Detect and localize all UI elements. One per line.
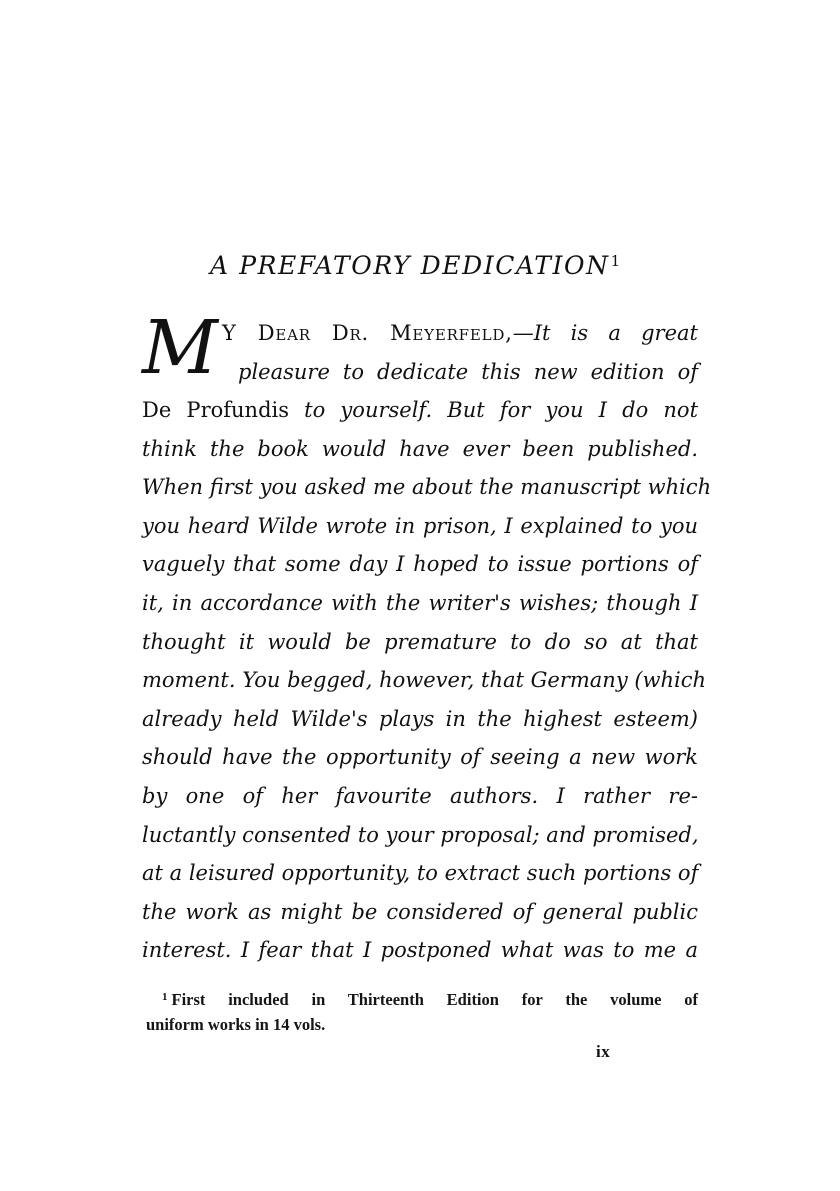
text-line: it, in accordance with the writer's wishes; though I — [142, 590, 698, 615]
page-title — [210, 244, 650, 283]
footnote-line — [146, 985, 698, 1012]
text-line: When first you asked me about the manuscript which — [142, 475, 712, 500]
text-line: you heard Wilde wrote in prison, I explained to you — [142, 513, 698, 538]
footnote-line: uniform works in 14 vols. — [146, 1015, 326, 1034]
page-number: ix — [596, 1042, 611, 1061]
book-title: De Profundis — [142, 398, 290, 422]
opening-line-italic: —It is a great — [512, 321, 698, 345]
title-text: A PREFATORY DEDICATION — [210, 251, 610, 280]
text-line: vaguely that some day I hoped to issue portions of — [142, 552, 698, 577]
title-footnote-marker: 1 — [610, 252, 621, 270]
opening-line — [222, 314, 698, 353]
text-line: should have the opportunity of seeing a new work — [142, 745, 698, 770]
dedication-body — [142, 305, 712, 970]
text-line: interest. I fear that I postponed what was to me a — [142, 938, 698, 963]
text-line: moment. You begged, however, that Germany (which — [142, 668, 707, 693]
text-line: think the book would have ever been published. — [142, 436, 698, 461]
salutation: Y Dear Dr. Meyerfeld, — [222, 321, 513, 345]
text-line-italic: to yourself. But for you I do not — [289, 398, 699, 422]
footnote — [146, 985, 698, 1037]
drop-cap: M — [142, 305, 216, 391]
footnote-text: First included in Thirteenth Edition for the volume of — [171, 990, 698, 1009]
footnote-marker: 1 — [162, 991, 168, 1003]
text-line: by one of her favourite authors. I rather re- — [142, 783, 698, 808]
opening-block — [142, 305, 698, 391]
text-line: already held Wilde's plays in the highest esteem) — [142, 706, 698, 731]
text-line — [142, 391, 698, 430]
text-line: the work as might be considered of general public — [142, 899, 698, 924]
text-line: luctantly consented to your proposal; and promised, — [142, 822, 699, 847]
text-line: thought it would be premature to do so at that — [142, 629, 698, 654]
text-line: at a leisured opportunity, to extract such portions of — [142, 861, 699, 886]
text-line: pleasure to dedicate this new edition of — [238, 359, 698, 384]
